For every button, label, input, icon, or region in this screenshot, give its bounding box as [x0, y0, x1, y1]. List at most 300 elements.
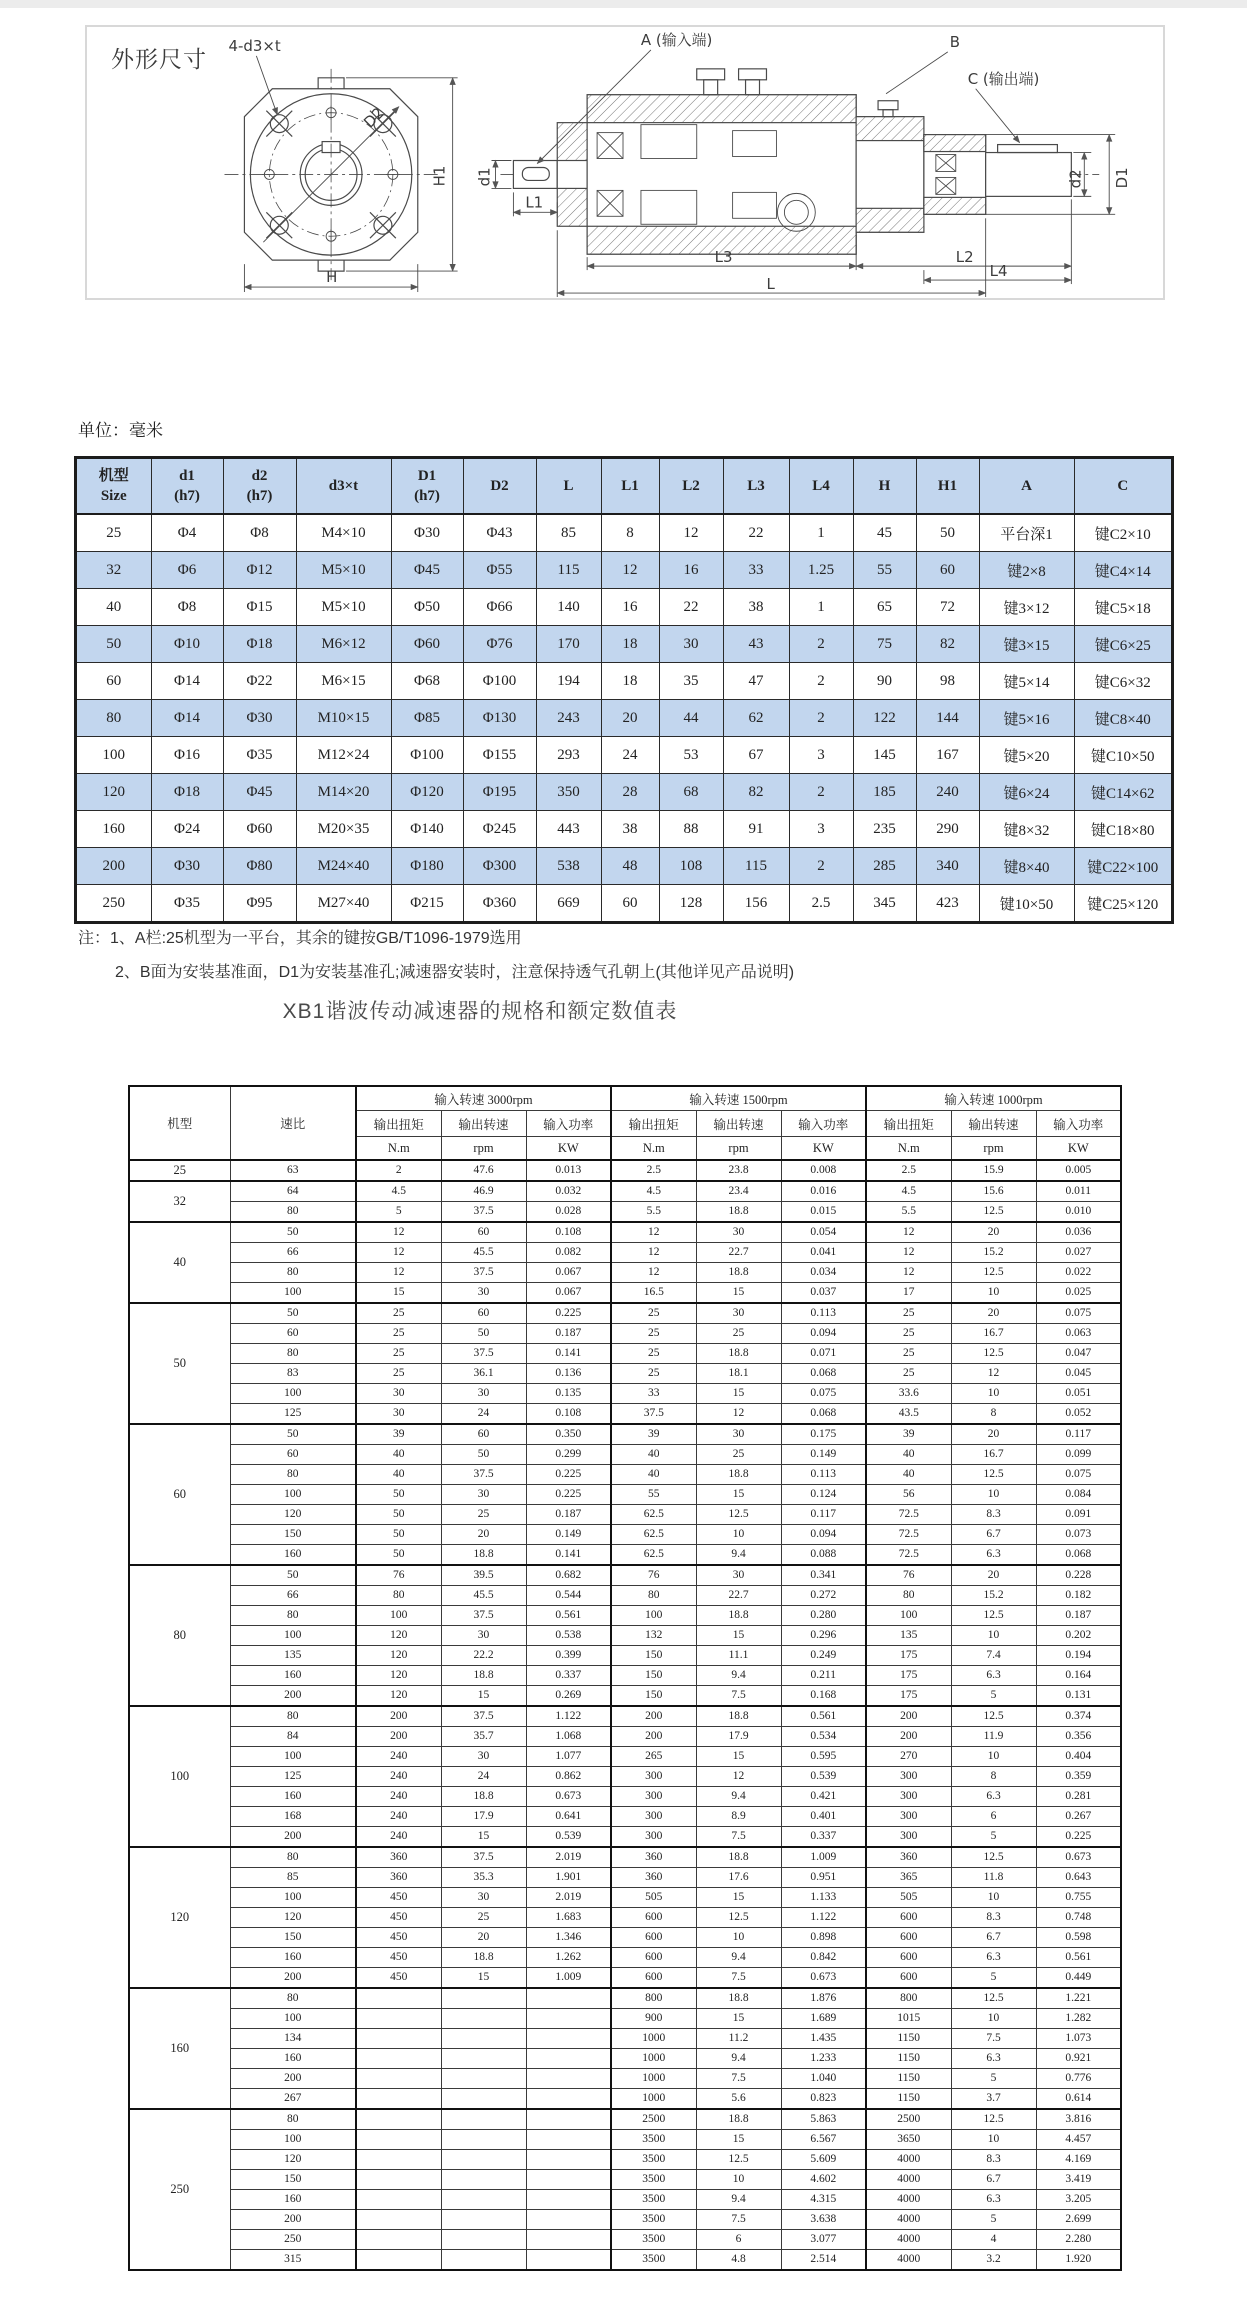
spec-value-cell: 0.449 — [1036, 1968, 1121, 1989]
spec-value-cell: 100 — [611, 1606, 696, 1626]
dim-cell: M12×24 — [296, 737, 391, 774]
spec-value-cell — [526, 2210, 611, 2230]
spec-value-cell: 1000 — [611, 2089, 696, 2110]
spec-unit-header: rpm — [441, 1137, 526, 1161]
spec-value-cell: 0.045 — [1036, 1364, 1121, 1384]
spec-value-cell: 0.034 — [781, 1263, 866, 1283]
spec-value-cell: 1.073 — [1036, 2029, 1121, 2049]
spec-value-cell: 18.8 — [696, 1263, 781, 1283]
spec-table-row — [129, 1384, 1121, 1404]
spec-measure-header: 输入功率 — [1036, 1111, 1121, 1137]
spec-ratio-cell: 150 — [230, 1928, 356, 1948]
spec-value-cell: 300 — [866, 1787, 951, 1807]
spec-value-cell: 600 — [611, 1948, 696, 1968]
dim-cell: Φ66 — [463, 589, 536, 626]
dim-cell: 键C8×40 — [1074, 700, 1172, 737]
spec-value-cell: 4.602 — [781, 2170, 866, 2190]
spec-value-cell: 10 — [951, 1747, 1036, 1767]
spec-table-row — [129, 1787, 1121, 1807]
spec-value-cell: 37.5 — [441, 1465, 526, 1485]
dim-column-header: D2 — [463, 458, 536, 514]
dim-cell: 1 — [789, 514, 853, 552]
dim-cell: 423 — [916, 885, 979, 923]
spec-value-cell: 15 — [696, 2009, 781, 2029]
dim-cell: 3 — [789, 737, 853, 774]
spec-table-row — [129, 2250, 1121, 2271]
spec-value-cell: 0.748 — [1036, 1908, 1121, 1928]
spec-ratio-cell: 200 — [230, 2069, 356, 2089]
dim-cell: 16 — [659, 552, 723, 589]
dim-label-L2: L2 — [955, 248, 974, 267]
spec-value-cell: 1.122 — [526, 1706, 611, 1727]
dim-cell: 18 — [601, 626, 659, 663]
dim-table-row — [76, 885, 1172, 923]
spec-value-cell: 265 — [611, 1747, 696, 1767]
spec-value-cell: 76 — [356, 1565, 441, 1586]
spec-value-cell: 0.776 — [1036, 2069, 1121, 2089]
spec-value-cell: 0.399 — [526, 1646, 611, 1666]
spec-value-cell: 0.088 — [781, 1545, 866, 1566]
spec-ratio-cell: 125 — [230, 1404, 356, 1425]
dim-cell: 32 — [76, 552, 151, 589]
spec-value-cell: 0.168 — [781, 1686, 866, 1707]
spec-table-row — [129, 1606, 1121, 1626]
spec-value-cell: 12.5 — [951, 1202, 1036, 1223]
spec-value-cell: 5 — [951, 1686, 1036, 1707]
spec-value-cell: 1.221 — [1036, 1988, 1121, 2009]
spec-value-cell: 35.7 — [441, 1727, 526, 1747]
spec-value-cell: 0.015 — [781, 1202, 866, 1223]
spec-table-row — [129, 2230, 1121, 2250]
spec-value-cell: 0.421 — [781, 1787, 866, 1807]
dim-cell: 115 — [536, 552, 601, 589]
spec-value-cell: 600 — [611, 1908, 696, 1928]
spec-value-cell: 12 — [696, 1404, 781, 1425]
spec-value-cell: 17 — [866, 1283, 951, 1304]
spec-table-row — [129, 1807, 1121, 1827]
dim-cell: Φ50 — [391, 589, 463, 626]
spec-value-cell: 6.3 — [951, 1666, 1036, 1686]
dim-table-row — [76, 514, 1172, 552]
spec-value-cell: 50 — [356, 1485, 441, 1505]
spec-value-cell: 25 — [611, 1303, 696, 1324]
spec-value-cell: 1.068 — [526, 1727, 611, 1747]
spec-value-cell: 0.022 — [1036, 1263, 1121, 1283]
spec-value-cell: 600 — [866, 1948, 951, 1968]
spec-value-cell: 0.356 — [1036, 1727, 1121, 1747]
spec-ratio-cell: 100 — [230, 2009, 356, 2029]
dim-cell: 160 — [76, 811, 151, 848]
spec-value-cell: 30 — [441, 1747, 526, 1767]
spec-value-cell: 0.598 — [1036, 1928, 1121, 1948]
spec-table-row — [129, 1324, 1121, 1344]
spec-value-cell: 6.3 — [951, 1787, 1036, 1807]
spec-value-cell: 3.638 — [781, 2210, 866, 2230]
dim-cell: 293 — [536, 737, 601, 774]
spec-value-cell: 300 — [611, 1787, 696, 1807]
spec-speed-group-header: 输入转速 1500rpm — [611, 1086, 866, 1111]
spec-value-cell: 12.5 — [951, 1263, 1036, 1283]
spec-value-cell — [356, 2049, 441, 2069]
dim-cell: 45 — [853, 514, 916, 552]
spec-value-cell — [441, 2089, 526, 2110]
spec-ratio-cell: 100 — [230, 1626, 356, 1646]
dim-cell: 键6×24 — [979, 774, 1074, 811]
spec-value-cell: 2.699 — [1036, 2210, 1121, 2230]
spec-ratio-cell: 160 — [230, 1948, 356, 1968]
spec-value-cell: 3.2 — [951, 2250, 1036, 2271]
spec-table-row — [129, 1847, 1121, 1868]
dim-cell: Φ30 — [151, 848, 223, 885]
spec-value-cell: 37.5 — [441, 1263, 526, 1283]
note-line-2: 2、B面为安装基准面，D1为安装基准孔;减速器安装时，注意保持透气孔朝上(其他详见产品说明) — [115, 964, 795, 981]
spec-ratio-cell: 200 — [230, 2210, 356, 2230]
spec-value-cell: 40 — [611, 1465, 696, 1485]
spec-value-cell: 0.099 — [1036, 1445, 1121, 1465]
spec-value-cell: 55 — [611, 1485, 696, 1505]
spec-value-cell: 0.862 — [526, 1767, 611, 1787]
spec-ratio-cell: 160 — [230, 1545, 356, 1566]
spec-value-cell: 7.5 — [696, 2210, 781, 2230]
dim-table-row — [76, 589, 1172, 626]
spec-value-cell: 450 — [356, 1968, 441, 1989]
spec-value-cell: 30 — [356, 1384, 441, 1404]
dim-table-row — [76, 737, 1172, 774]
spec-value-cell: 5.609 — [781, 2150, 866, 2170]
spec-value-cell: 12 — [696, 1767, 781, 1787]
dim-cell: 340 — [916, 848, 979, 885]
dim-cell: Φ43 — [463, 514, 536, 552]
spec-value-cell: 300 — [866, 1807, 951, 1827]
spec-value-cell: 1.262 — [526, 1948, 611, 1968]
spec-table-row — [129, 1505, 1121, 1525]
spec-table-row — [129, 1988, 1121, 2009]
spec-value-cell: 1.435 — [781, 2029, 866, 2049]
dim-cell: 键5×16 — [979, 700, 1074, 737]
dim-cell: 22 — [723, 514, 789, 552]
spec-value-cell: 15 — [696, 1888, 781, 1908]
spec-value-cell: 2 — [356, 1160, 441, 1181]
spec-value-cell: 12.5 — [951, 2109, 1036, 2130]
unit-label: 单位：毫米 — [78, 421, 163, 440]
dim-cell: Φ45 — [391, 552, 463, 589]
spec-value-cell — [356, 2190, 441, 2210]
spec-value-cell: 25 — [866, 1364, 951, 1384]
spec-value-cell — [441, 2250, 526, 2271]
dim-cell: 108 — [659, 848, 723, 885]
dim-cell: Φ215 — [391, 885, 463, 923]
spec-ratio-cell: 267 — [230, 2089, 356, 2110]
spec-table-row — [129, 1666, 1121, 1686]
spec-value-cell: 12.5 — [951, 1706, 1036, 1727]
dim-cell: Φ140 — [391, 811, 463, 848]
spec-value-cell: 0.269 — [526, 1686, 611, 1707]
spec-value-cell: 7.5 — [696, 1686, 781, 1707]
spec-table-row — [129, 1767, 1121, 1787]
spec-value-cell: 4.8 — [696, 2250, 781, 2271]
dim-cell: Φ8 — [151, 589, 223, 626]
spec-value-cell: 0.047 — [1036, 1344, 1121, 1364]
spec-value-cell: 5.6 — [696, 2089, 781, 2110]
dim-cell: M4×10 — [296, 514, 391, 552]
spec-value-cell: 20 — [441, 1525, 526, 1545]
spec-table-row — [129, 1160, 1121, 1181]
dim-cell: 85 — [536, 514, 601, 552]
spec-value-cell: 10 — [951, 1384, 1036, 1404]
dim-cell: 82 — [723, 774, 789, 811]
spec-value-cell: 0.068 — [1036, 1545, 1121, 1566]
dim-cell: 350 — [536, 774, 601, 811]
dim-cell: 16 — [601, 589, 659, 626]
spec-value-cell: 6.3 — [951, 1545, 1036, 1566]
spec-table-row — [129, 2170, 1121, 2190]
spec-table-row — [129, 1928, 1121, 1948]
spec-table-row — [129, 1565, 1121, 1586]
spec-value-cell: 60 — [441, 1303, 526, 1324]
spec-value-cell: 150 — [611, 1646, 696, 1666]
spec-unit-header: N.m — [611, 1137, 696, 1161]
spec-value-cell: 18.8 — [696, 1988, 781, 2009]
spec-value-cell: 505 — [866, 1888, 951, 1908]
dim-cell: 键C5×18 — [1074, 589, 1172, 626]
dim-label-L: L — [766, 275, 775, 294]
spec-table-row — [129, 1283, 1121, 1304]
spec-table-row — [129, 1586, 1121, 1606]
dim-cell: Φ60 — [223, 811, 296, 848]
spec-value-cell — [356, 1988, 441, 2009]
spec-value-cell: 0.187 — [526, 1324, 611, 1344]
dim-cell: 平台深1 — [979, 514, 1074, 552]
spec-table-row — [129, 1404, 1121, 1425]
dim-cell: Φ68 — [391, 663, 463, 700]
spec-value-cell: 5.5 — [611, 1202, 696, 1223]
spec-unit-header: KW — [526, 1137, 611, 1161]
spec-measure-header: 输出转速 — [951, 1111, 1036, 1137]
spec-value-cell: 0.401 — [781, 1807, 866, 1827]
spec-ratio-cell: 50 — [230, 1222, 356, 1243]
spec-value-cell: 62.5 — [611, 1505, 696, 1525]
spec-table-row — [129, 1908, 1121, 1928]
dim-cell: 443 — [536, 811, 601, 848]
dim-cell: 键5×14 — [979, 663, 1074, 700]
spec-table-row — [129, 2130, 1121, 2150]
dim-column-header: H1 — [916, 458, 979, 514]
spec-value-cell: 12 — [951, 1364, 1036, 1384]
spec-value-cell: 1150 — [866, 2029, 951, 2049]
spec-ratio-cell: 200 — [230, 1827, 356, 1848]
spec-value-cell: 0.614 — [1036, 2089, 1121, 2110]
spec-value-cell: 1150 — [866, 2049, 951, 2069]
spec-table-row — [129, 2210, 1121, 2230]
spec-value-cell: 900 — [611, 2009, 696, 2029]
spec-value-cell: 0.673 — [1036, 1847, 1121, 1868]
spec-value-cell: 10 — [696, 1928, 781, 1948]
dim-cell: 122 — [853, 700, 916, 737]
spec-value-cell: 1.009 — [781, 1847, 866, 1868]
spec-value-cell: 5.5 — [866, 1202, 951, 1223]
dim-cell: M24×40 — [296, 848, 391, 885]
dim-label-d2: d2 — [1066, 169, 1085, 189]
spec-value-cell: 25 — [356, 1303, 441, 1324]
spec-value-cell: 450 — [356, 1948, 441, 1968]
spec-value-cell: 80 — [611, 1586, 696, 1606]
spec-value-cell: 12.5 — [696, 1908, 781, 1928]
spec-value-cell: 0.296 — [781, 1626, 866, 1646]
spec-value-cell: 35.3 — [441, 1868, 526, 1888]
spec-value-cell: 16.7 — [951, 1445, 1036, 1465]
spec-value-cell: 5.863 — [781, 2109, 866, 2130]
dim-cell: 2 — [789, 774, 853, 811]
spec-value-cell: 9.4 — [696, 1666, 781, 1686]
spec-value-cell: 62.5 — [611, 1545, 696, 1566]
spec-value-cell: 37.5 — [441, 1706, 526, 1727]
spec-value-cell: 4.315 — [781, 2190, 866, 2210]
spec-ratio-cell: 64 — [230, 1181, 356, 1202]
spec-table-row — [129, 2069, 1121, 2089]
spec-value-cell: 0.842 — [781, 1948, 866, 1968]
spec-value-cell: 37.5 — [441, 1847, 526, 1868]
spec-value-cell: 600 — [866, 1968, 951, 1989]
spec-ratio-cell: 200 — [230, 1968, 356, 1989]
spec-value-cell: 360 — [866, 1847, 951, 1868]
spec-table-title: XB1谐波传动减速器的规格和额定数值表 — [282, 1000, 678, 1023]
spec-value-cell: 0.027 — [1036, 1243, 1121, 1263]
spec-value-cell: 30 — [696, 1424, 781, 1445]
dim-cell: 22 — [659, 589, 723, 626]
dim-cell: 185 — [853, 774, 916, 811]
spec-value-cell: 30 — [696, 1222, 781, 1243]
spec-value-cell: 1.876 — [781, 1988, 866, 2009]
spec-value-cell: 200 — [866, 1727, 951, 1747]
dim-cell: Φ120 — [391, 774, 463, 811]
spec-value-cell: 0.225 — [526, 1485, 611, 1505]
spec-value-cell: 20 — [951, 1303, 1036, 1324]
spec-value-cell: 0.067 — [526, 1263, 611, 1283]
dim-column-header: L4 — [789, 458, 853, 514]
spec-measure-header: 输出转速 — [696, 1111, 781, 1137]
spec-measure-header: 输入功率 — [526, 1111, 611, 1137]
spec-value-cell: 0.595 — [781, 1747, 866, 1767]
spec-value-cell: 3.077 — [781, 2230, 866, 2250]
spec-value-cell: 30 — [696, 1303, 781, 1324]
spec-value-cell — [356, 2089, 441, 2110]
spec-value-cell: 50 — [441, 1445, 526, 1465]
spec-value-cell: 11.8 — [951, 1868, 1036, 1888]
spec-value-cell: 5 — [356, 1202, 441, 1223]
spec-value-cell: 47.6 — [441, 1160, 526, 1181]
spec-table-row — [129, 1706, 1121, 1727]
spec-value-cell: 76 — [611, 1565, 696, 1586]
spec-value-cell: 15.2 — [951, 1243, 1036, 1263]
spec-value-cell: 10 — [951, 1888, 1036, 1908]
spec-value-cell: 6.7 — [951, 1525, 1036, 1545]
dim-label-H: H — [326, 268, 338, 287]
spec-table-row — [129, 2029, 1121, 2049]
spec-value-cell: 39.5 — [441, 1565, 526, 1586]
spec-value-cell: 7.4 — [951, 1646, 1036, 1666]
spec-value-cell: 1000 — [611, 2029, 696, 2049]
dim-table-row — [76, 552, 1172, 589]
dim-cell: M6×15 — [296, 663, 391, 700]
spec-table-row — [129, 2009, 1121, 2029]
spec-value-cell: 22.7 — [696, 1586, 781, 1606]
spec-value-cell: 15.9 — [951, 1160, 1036, 1181]
spec-value-cell: 10 — [696, 1525, 781, 1545]
spec-value-cell: 12 — [356, 1263, 441, 1283]
spec-value-cell: 12.5 — [951, 1847, 1036, 1868]
dim-cell: 68 — [659, 774, 723, 811]
spec-ratio-cell: 100 — [230, 1747, 356, 1767]
spec-value-cell: 25 — [611, 1344, 696, 1364]
dim-cell: Φ18 — [223, 626, 296, 663]
spec-model-cell: 160 — [129, 1988, 230, 2109]
spec-value-cell — [441, 2009, 526, 2029]
spec-value-cell: 0.898 — [781, 1928, 866, 1948]
spec-value-cell: 40 — [356, 1465, 441, 1485]
dim-cell: Φ6 — [151, 552, 223, 589]
spec-value-cell: 240 — [356, 1827, 441, 1848]
dim-cell: Φ76 — [463, 626, 536, 663]
spec-table-row — [129, 1727, 1121, 1747]
dim-cell: 91 — [723, 811, 789, 848]
dim-table-row — [76, 811, 1172, 848]
dim-cell: Φ100 — [463, 663, 536, 700]
spec-value-cell — [441, 1988, 526, 2009]
spec-value-cell — [526, 2029, 611, 2049]
spec-value-cell: 300 — [611, 1827, 696, 1848]
dim-cell: Φ15 — [223, 589, 296, 626]
spec-value-cell: 0.267 — [1036, 1807, 1121, 1827]
spec-value-cell: 0.113 — [781, 1303, 866, 1324]
spec-value-cell — [526, 1988, 611, 2009]
spec-value-cell: 0.182 — [1036, 1586, 1121, 1606]
spec-value-cell: 1000 — [611, 2049, 696, 2069]
spec-value-cell: 20 — [951, 1424, 1036, 1445]
dim-cell: 键C6×32 — [1074, 663, 1172, 700]
spec-value-cell: 1.282 — [1036, 2009, 1121, 2029]
spec-value-cell: 40 — [611, 1445, 696, 1465]
spec-value-cell: 120 — [356, 1686, 441, 1707]
spec-value-cell — [526, 2109, 611, 2130]
spec-ratio-cell: 135 — [230, 1646, 356, 1666]
spec-ratio-cell: 80 — [230, 1202, 356, 1223]
drawing-title: 外形尺寸 — [111, 46, 207, 72]
dim-cell: 键C6×25 — [1074, 626, 1172, 663]
spec-value-cell: 300 — [611, 1767, 696, 1787]
spec-value-cell: 7.5 — [696, 1968, 781, 1989]
spec-ratio-cell: 84 — [230, 1727, 356, 1747]
spec-value-cell: 120 — [356, 1646, 441, 1666]
spec-value-cell: 6.7 — [951, 2170, 1036, 2190]
spec-value-cell: 12 — [866, 1263, 951, 1283]
spec-value-cell: 0.202 — [1036, 1626, 1121, 1646]
dim-cell: 98 — [916, 663, 979, 700]
spec-value-cell: 2.019 — [526, 1888, 611, 1908]
dim-column-header: d2 (h7) — [223, 458, 296, 514]
spec-value-cell: 2.019 — [526, 1847, 611, 1868]
spec-value-cell: 50 — [356, 1505, 441, 1525]
dim-cell: 669 — [536, 885, 601, 923]
spec-value-cell: 10 — [951, 1485, 1036, 1505]
dim-cell: Φ30 — [223, 700, 296, 737]
dim-cell: 18 — [601, 663, 659, 700]
drawing-svg — [87, 27, 1163, 298]
spec-value-cell: 25 — [696, 1324, 781, 1344]
spec-table-row — [129, 1868, 1121, 1888]
spec-value-cell: 1000 — [611, 2069, 696, 2089]
spec-value-cell: 11.9 — [951, 1727, 1036, 1747]
spec-value-cell: 39 — [611, 1424, 696, 1445]
